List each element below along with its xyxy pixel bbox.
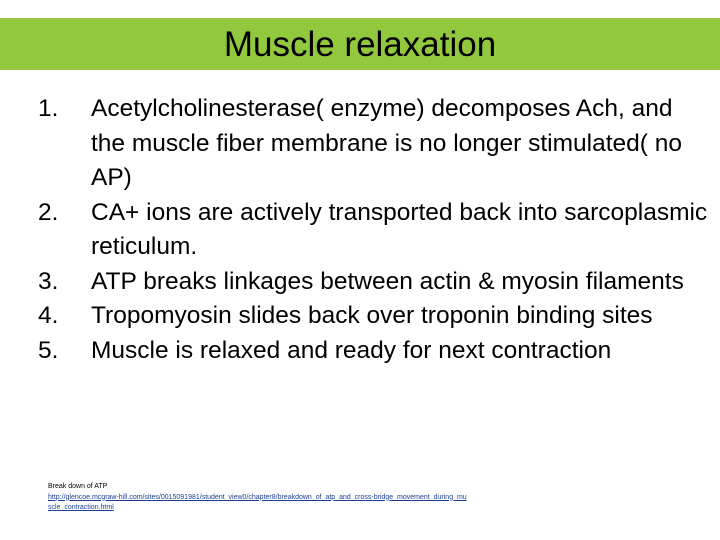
- footnote-link[interactable]: http://glencoe.mcgraw-hill.com/sites/0015091981/student_view0/chapter8/breakdown_of_atp_and_cross-bridge_movement_during_muscle_contraction.html: [48, 493, 467, 511]
- numbered-list: [38, 92, 708, 368]
- list-item: [38, 196, 708, 265]
- list-item: [38, 265, 708, 300]
- list-item-number: 3.: [38, 267, 59, 295]
- list-item-number: 5.: [38, 336, 59, 364]
- list-item-text: Tropomyosin slides back over troponin binding sites: [91, 302, 653, 329]
- list-item-number: 1.: [38, 95, 59, 122]
- list-item-number: 4.: [38, 302, 59, 329]
- list-item-number: 2.: [38, 198, 59, 226]
- footnote: [48, 482, 468, 514]
- list-item: [38, 299, 708, 334]
- list-item-text: ATP breaks linkages between actin & myosin filaments: [91, 267, 684, 295]
- list-item-text: Muscle is relaxed and ready for next contraction: [91, 336, 612, 364]
- list-item: [38, 334, 708, 369]
- list-item: [38, 92, 708, 196]
- slide-title: Muscle relaxation: [223, 25, 497, 64]
- list-item-text: CA+ ions are actively transported back into sarcoplasmic reticulum.: [91, 198, 708, 260]
- list-item-text: Acetylcholinesterase( enzyme) decomposes Ach, and the muscle fiber membrane is no longer stimulated( no AP): [91, 95, 683, 191]
- footnote-label: Break down of ATP: [48, 483, 108, 490]
